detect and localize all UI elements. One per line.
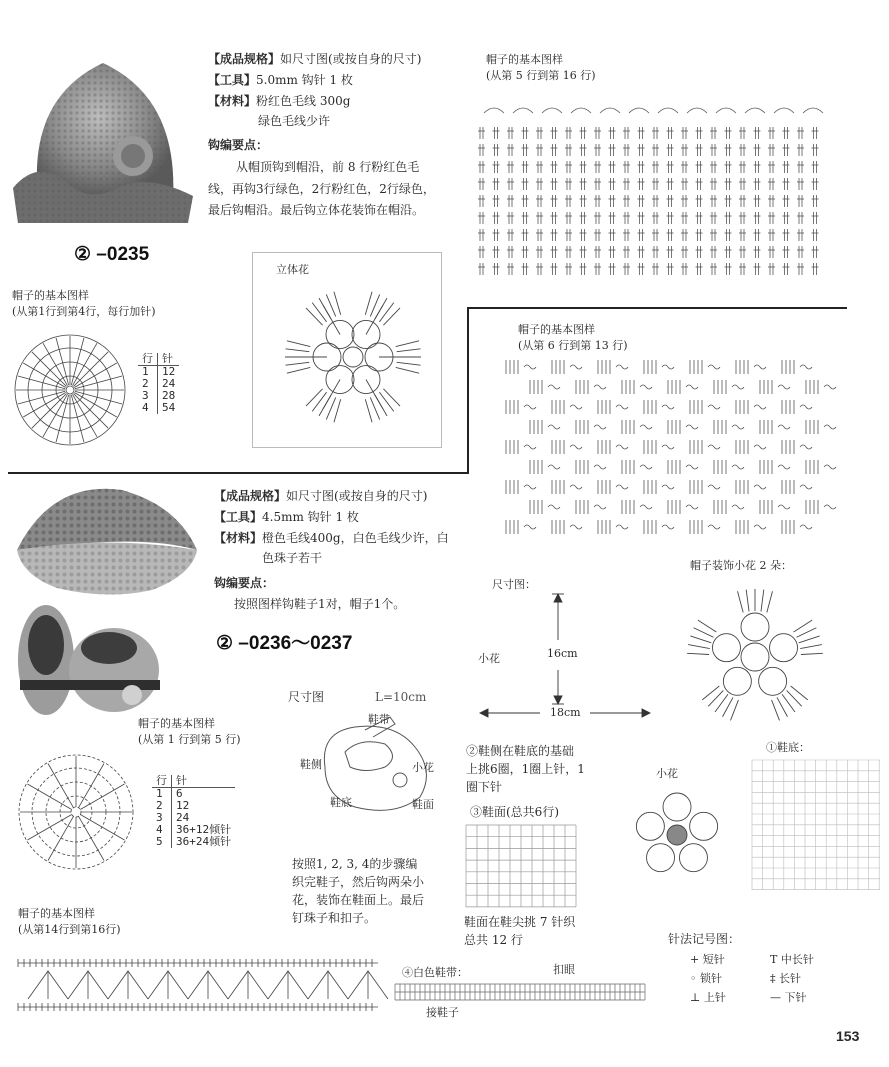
legend-label: 中长针 <box>780 953 814 966</box>
page-number: 153 <box>836 1028 860 1044</box>
legend-label: 短针 <box>702 953 725 966</box>
flower-title: 立体花 <box>276 263 309 276</box>
chart-title-5-16: 帽子的基本图样 <box>486 53 563 66</box>
tools-line-b <box>214 508 359 526</box>
table-row-count: 36+24倾针 <box>176 835 232 848</box>
shoe-side-label: 鞋侧 <box>300 758 322 771</box>
rows-table-a <box>138 353 179 414</box>
table-header-stitch: 针 <box>158 353 180 366</box>
sole-title: ①鞋底： <box>766 741 810 754</box>
material-line-b <box>214 529 449 547</box>
legend-title: 针法记号图： <box>668 932 741 946</box>
table-row-count: 6 <box>176 787 183 800</box>
orange-hat-photo <box>12 480 202 605</box>
pink-hat-photo <box>8 38 198 223</box>
table-row-count: 24 <box>162 377 176 390</box>
legend-symbol: ◦ <box>690 972 697 985</box>
tips-title-b: 钩编要点： <box>214 576 275 590</box>
legend-label: 长针 <box>779 972 801 985</box>
table-row-count: 28 <box>162 389 176 402</box>
tools-line-a <box>208 71 353 89</box>
legend-label: 下针 <box>784 991 807 1004</box>
table-row-count: 54 <box>162 401 176 414</box>
pattern-code-0235: ② –0235 <box>74 244 150 265</box>
table-row-num: 1 <box>138 366 158 379</box>
chart-sub-1-5: (从第 1 行到第 5 行) <box>138 733 241 746</box>
divider-mid <box>8 472 469 474</box>
chart-title-1-4: 帽子的基本图样 <box>12 289 89 302</box>
table-header-row: 行 <box>138 353 158 366</box>
shoe-flower-label: 小花 <box>412 761 434 774</box>
tips-title-a: 钩编要点： <box>208 138 269 152</box>
size-title: 尺寸图： <box>492 578 536 591</box>
spec-line-a <box>208 50 421 68</box>
small-flower-diagram <box>622 785 732 885</box>
table-row-num: 4 <box>138 402 158 414</box>
legend-symbol: + <box>690 953 700 966</box>
deco-flower-diagram <box>675 585 835 730</box>
shoe-side-note-2: 上挑6圈，1圈上针，1 <box>466 762 585 776</box>
legend-symbol: — <box>770 991 781 1004</box>
strap-shoe-label: 接鞋子 <box>426 1006 459 1019</box>
pattern-code-0236-0237: ② –0236～0237 <box>216 633 353 654</box>
deco-flower-title: 帽子装饰小花 2 朵： <box>690 559 792 572</box>
chart-sub-5-16: (从第 5 行到第 16 行) <box>486 69 596 82</box>
table-row-num: 4 <box>152 824 172 836</box>
spec-value: 如尺寸图(或按自身的尺寸) <box>280 52 422 66</box>
size-width: 18cm <box>550 706 581 719</box>
legend-item <box>690 990 726 1006</box>
legend-item <box>770 952 814 968</box>
flower-diagram <box>278 282 428 432</box>
sole-grid <box>752 760 880 890</box>
chart-sub-14-16: (从第14行到第16行) <box>18 923 121 936</box>
strap-title: ④白色鞋带： <box>402 966 468 979</box>
strap-chart <box>395 980 645 1008</box>
round-chart-1-5 <box>16 752 136 872</box>
shoe-sole-label: 鞋底 <box>330 796 352 809</box>
shoe-size-length: L=10cm <box>375 690 427 704</box>
spec-value-b: 如尺寸图(或按自身的尺寸) <box>286 489 428 503</box>
spec-tag: 【成品规格】 <box>208 52 281 66</box>
legend-symbol: ⊥ <box>690 991 701 1004</box>
table-row-num: 2 <box>152 800 172 812</box>
shoe-top-note-2: 总共 12 行 <box>464 933 523 947</box>
chart-title-6-13: 帽子的基本图样 <box>518 323 595 336</box>
legend-symbol: ‡ <box>770 972 776 985</box>
tools-tag-b: 【工具】 <box>214 510 263 524</box>
table-row-count: 24 <box>176 811 190 824</box>
chart-title-1-5: 帽子的基本图样 <box>138 717 215 730</box>
shoes-photo <box>14 600 164 720</box>
material-line-a2: 绿色毛线少许 <box>258 114 331 128</box>
tips-a-3: 最后钩帽沿。最后钩立体花装饰在帽沿。 <box>208 203 425 217</box>
legend-item <box>770 990 807 1006</box>
table-row-num: 1 <box>152 788 172 801</box>
small-flower-title: 小花 <box>656 767 678 780</box>
spec-line-b <box>214 487 427 505</box>
round-chart-1-4 <box>12 332 128 448</box>
steps-3: 花，装饰在鞋面上。最后 <box>292 893 425 907</box>
stitch-chart-5-16 <box>474 105 834 283</box>
table-row-num: 5 <box>152 836 172 848</box>
tools-value: 5.0mm 钩针 1 枚 <box>256 73 353 87</box>
table-header-stitch: 针 <box>172 775 236 788</box>
table-row-count: 36+12倾针 <box>176 823 232 836</box>
steps-2: 织完鞋子，然后钩两朵小 <box>292 875 425 889</box>
material-tag: 【材料】 <box>208 94 257 108</box>
legend-item <box>770 971 801 987</box>
material-tag-b: 【材料】 <box>214 531 263 545</box>
size-height: 16cm <box>547 647 578 660</box>
material-value-b: 橙色毛线400g，白色毛线少许，白 <box>262 531 449 545</box>
steps-1: 按照1, 2, 3, 4的步骤编 <box>292 857 418 871</box>
shoe-top-title: ③鞋面(总共6行) <box>470 805 559 819</box>
shoe-top-label: 鞋面 <box>412 798 434 811</box>
shoe-side-note-1: ②鞋侧在鞋底的基础 <box>466 744 575 758</box>
chart-title-14-16: 帽子的基本图样 <box>18 907 95 920</box>
divider-top <box>467 307 847 309</box>
rows-table-b <box>152 775 235 848</box>
legend-label: 锁针 <box>700 972 722 985</box>
shoe-top-note-1: 鞋面在鞋尖挑 7 针织 <box>464 915 576 929</box>
material-value: 粉红色毛线 300g <box>256 94 351 108</box>
table-row-count: 12 <box>176 799 190 812</box>
tools-tag: 【工具】 <box>208 73 257 87</box>
buttonhole-label: 扣眼 <box>553 963 575 976</box>
material-line-b2: 色珠子若干 <box>262 551 323 565</box>
legend-symbol: T <box>770 953 778 966</box>
stitch-chart-6-13 <box>500 356 820 541</box>
tips-b-1: 按照图样钩鞋子1对，帽子1个。 <box>234 597 406 611</box>
chart-sub-6-13: (从第 6 行到第 13 行) <box>518 339 628 352</box>
divider-vertical <box>467 307 469 474</box>
shoe-strap-label: 鞋带 <box>368 713 390 726</box>
chart-sub-1-4: (从第1行到第4行，每行加针) <box>12 305 156 318</box>
tools-value-b: 4.5mm 钩针 1 枚 <box>262 510 359 524</box>
table-header-row: 行 <box>152 775 172 788</box>
table-row-count: 12 <box>162 365 176 378</box>
tips-a-2: 线，再钩3行绿色，2行粉红色，2行绿色， <box>208 182 435 196</box>
table-row-num: 3 <box>152 812 172 824</box>
legend-item <box>690 971 722 987</box>
spec-tag-b: 【成品规格】 <box>214 489 287 503</box>
table-row-num: 2 <box>138 378 158 390</box>
shoe-size-title: 尺寸图 <box>288 690 325 704</box>
material-line-a <box>208 92 350 110</box>
size-flower-label: 小花 <box>478 652 500 665</box>
tips-a-1: 从帽顶钩到帽沿，前 8 行粉红色毛 <box>236 160 420 174</box>
legend-label: 上针 <box>703 991 726 1004</box>
table-row-num: 3 <box>138 390 158 402</box>
edge-chart-14-16 <box>18 955 378 1017</box>
shoe-side-note-3: 圈下针 <box>466 780 503 794</box>
steps-4: 钉珠子和扣子。 <box>292 911 377 925</box>
legend-item <box>690 952 725 968</box>
shoe-top-grid <box>466 825 576 907</box>
